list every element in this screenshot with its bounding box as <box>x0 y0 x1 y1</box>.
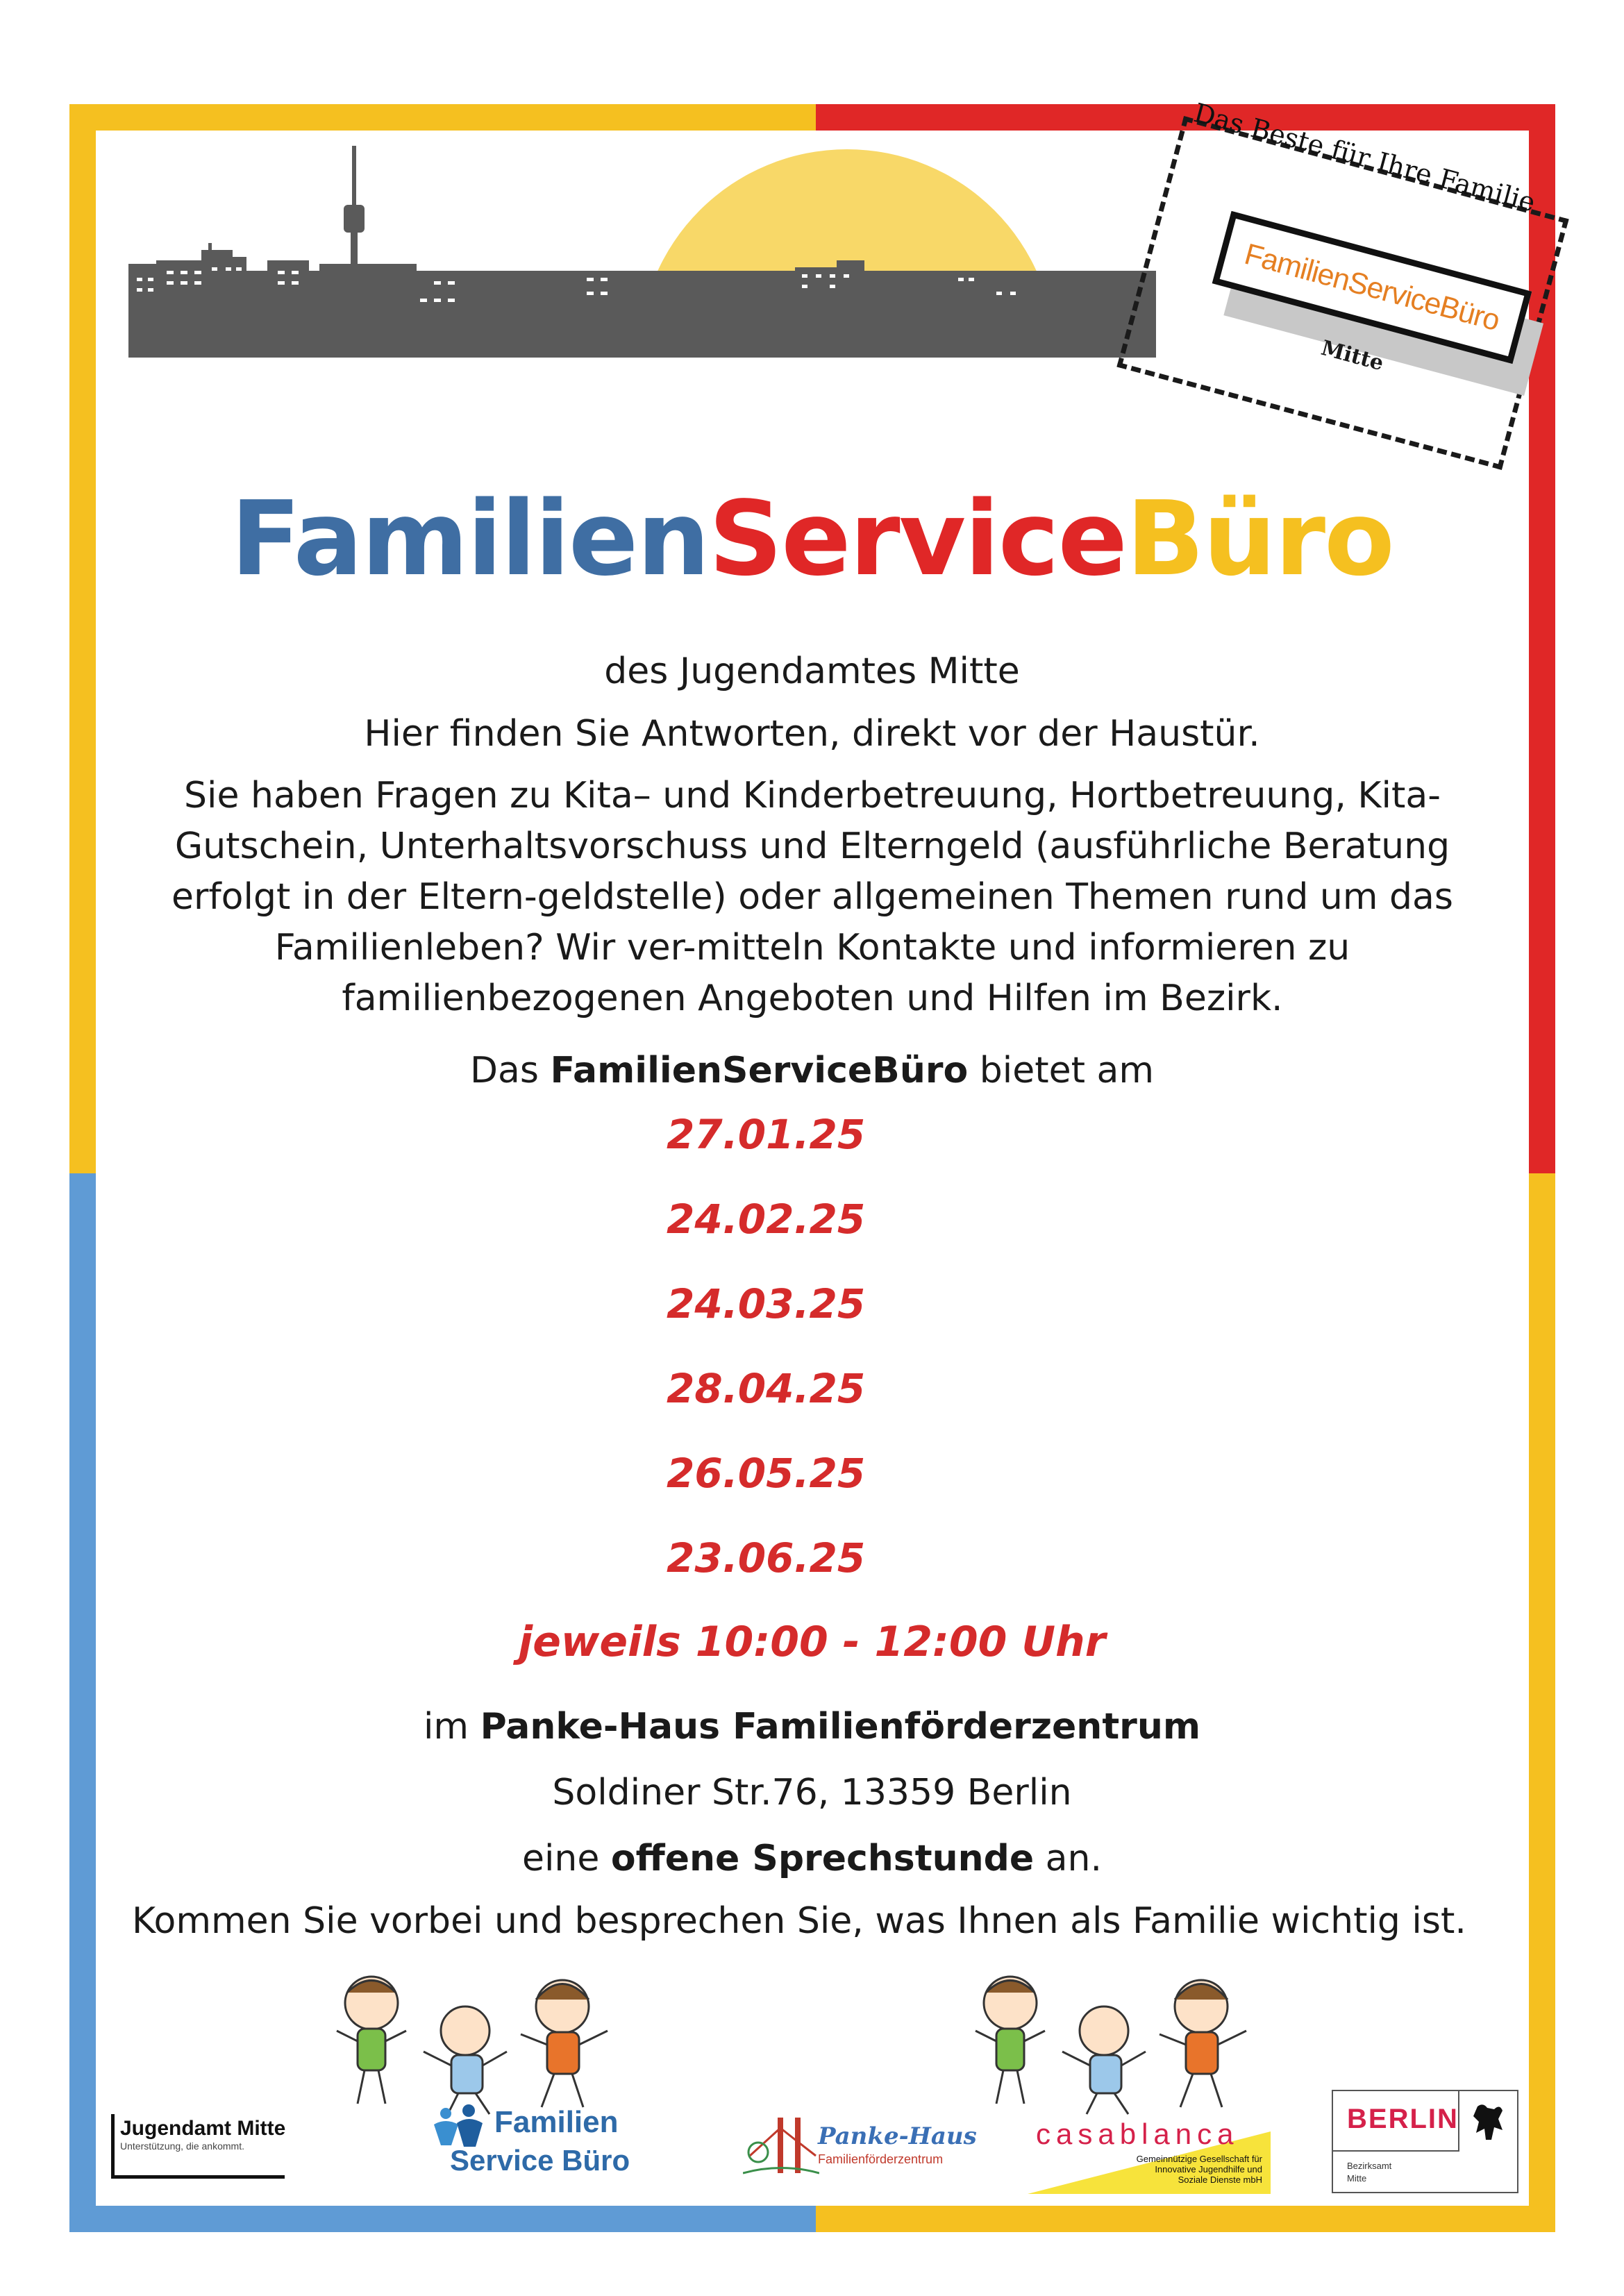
body-text: Sie haben Fragen zu Kita– und Kinderbetreuung, Hortbetreuung, Kita-Gutschein, Unterhaltsvorschuss und Elterngeld (ausführliche Beratung erfolgt in der Eltern-geldstelle) oder allgemeinen Themen rund um das Familienleben? Wir ver-mitteln Kontakte und informieren zu familienbezogenen Angeboten und Hilfen im Bezirk. <box>171 775 1453 1019</box>
berlin-bezirksamt-logo <box>1332 2090 1518 2193</box>
children-illustration-left <box>333 1965 632 2118</box>
opening-hours: jeweils 10:00 - 12:00 Uhr <box>518 1618 1106 1666</box>
familien-service-buero-logo <box>430 2104 639 2184</box>
berlin-line2: Mitte <box>1347 2173 1367 2184</box>
subtitle: des Jugendamtes Mitte <box>604 651 1020 692</box>
panke-haus-logo <box>743 2114 977 2180</box>
stamp-district: Mitte <box>1319 335 1387 376</box>
offer-name: FamilienServiceBüro <box>550 1050 969 1091</box>
berlin-wordmark: BERLIN <box>1347 2104 1459 2134</box>
consult-suffix: an. <box>1034 1838 1103 1879</box>
bridge-icon <box>743 2114 819 2180</box>
frame-bottom-blue <box>69 2206 816 2232</box>
date-4: 28.04.25 <box>667 1365 866 1412</box>
jugendamt-name: Jugendamt Mitte <box>120 2117 286 2140</box>
panke-name: Panke-Haus <box>818 2122 977 2150</box>
berlin-line1: Bezirksamt <box>1347 2161 1392 2171</box>
casablanca-line1: Gemeinnützige Gesellschaft für <box>1136 2154 1262 2164</box>
location-prefix: im <box>423 1706 480 1748</box>
stamp-logo-text: FamilienServiceBüro <box>1241 237 1503 337</box>
title-part-familien: Familien <box>231 479 709 598</box>
closing-text: Kommen Sie vorbei und besprechen Sie, was Ihnen als Familie wichtig ist. <box>132 1900 1466 1942</box>
casablanca-name: casablanca <box>1036 2118 1239 2150</box>
offer-line <box>0 1045 1624 1096</box>
stamp-logo <box>1119 97 1557 469</box>
page-title <box>0 479 1624 598</box>
intro-text: Hier finden Sie Antworten, direkt vor der Haustür. <box>364 713 1260 755</box>
location-line <box>0 1701 1624 1752</box>
berlin-bear-icon <box>1471 2101 1509 2143</box>
title-part-service: Service <box>708 479 1126 598</box>
stamp-tagline: Das Beste für Ihre Familie <box>1190 97 1539 218</box>
date-2: 24.02.25 <box>667 1196 866 1243</box>
casablanca-line3: Soziale Dienste mbH <box>1178 2175 1262 2185</box>
jugendamt-mitte-logo <box>111 2114 285 2179</box>
address: Soldiner Str.76, 13359 Berlin <box>552 1772 1072 1813</box>
title-part-buero: Büro <box>1125 479 1393 598</box>
date-3: 24.03.25 <box>667 1280 866 1327</box>
frame-top-yellow <box>69 104 816 131</box>
consult-name: offene Sprechstunde <box>610 1838 1035 1879</box>
date-1: 27.01.25 <box>667 1111 866 1158</box>
panke-sub: Familienförderzentrum <box>818 2152 944 2166</box>
offer-suffix: bietet am <box>968 1050 1155 1091</box>
jugendamt-tagline: Unterstützung, die ankommt. <box>120 2140 244 2152</box>
casablanca-description <box>1082 2154 1262 2185</box>
date-6: 23.06.25 <box>667 1534 866 1582</box>
fsb-line2: Service Büro <box>450 2144 630 2177</box>
date-5: 26.05.25 <box>667 1450 866 1497</box>
casablanca-line2: Innovative Jugendhilfe und <box>1155 2164 1262 2175</box>
consult-prefix: eine <box>521 1838 611 1879</box>
city-skyline-illustration <box>128 139 1156 368</box>
casablanca-logo <box>1021 2118 1271 2194</box>
offer-prefix: Das <box>469 1050 551 1091</box>
fsb-line1: Familien <box>494 2105 619 2139</box>
frame-left-yellow <box>69 104 96 1173</box>
consult-line <box>0 1833 1624 1884</box>
frame-bottom-yellow <box>816 2206 1555 2232</box>
location-name: Panke-Haus Familienförderzentrum <box>480 1706 1201 1748</box>
children-illustration-right <box>972 1965 1271 2118</box>
